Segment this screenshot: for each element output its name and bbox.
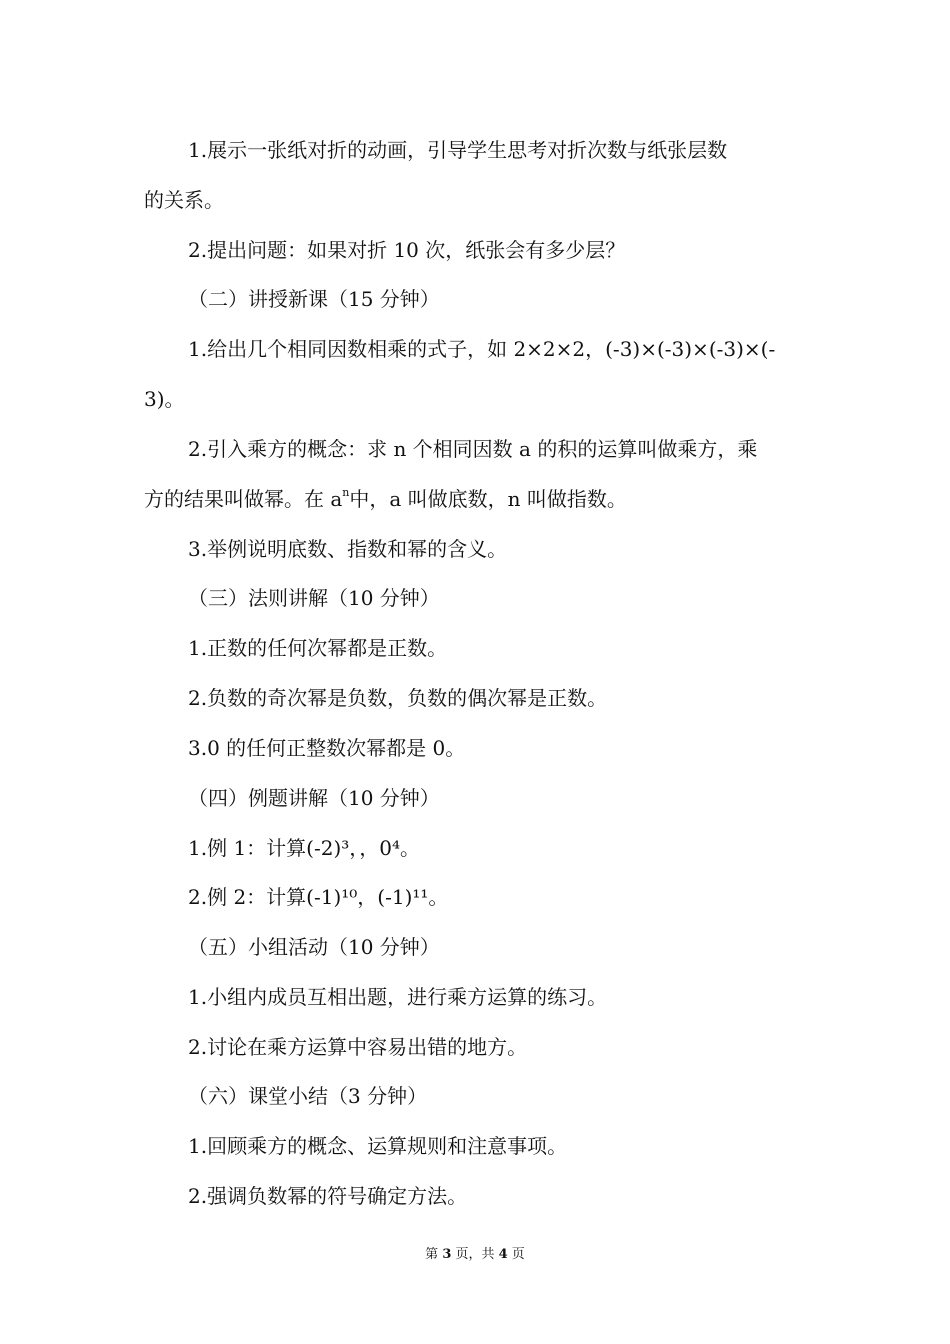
page-number-footer [0,1246,950,1264]
footer-suffix: 页 [507,1247,525,1262]
total-page-count: 4 [498,1247,508,1262]
section-heading: （三）法则讲解（10 分钟） [188,586,440,610]
paragraph: 1.正数的任何次幂都是正数。 [188,636,448,660]
paragraph: 3.举例说明底数、指数和幂的含义。 [188,537,508,561]
text-segment: 中，a 叫做底数，n 叫做指数。 [349,487,627,511]
paragraph: 1.回顾乘方的概念、运算规则和注意事项。 [188,1134,568,1158]
footer-middle: 页，共 [451,1247,499,1262]
superscript: n [342,486,350,500]
footer-prefix: 第 [425,1247,443,1262]
paragraph-line: 1.给出几个相同因数相乘的式子，如 2×2×2，(-3)×(-3)×(-3)×(- [188,337,776,361]
paragraph-line: 1.展示一张纸对折的动画，引导学生思考对折次数与纸张层数 [188,138,728,162]
paragraph: 2.提出问题：如果对折 10 次，纸张会有多少层？ [188,238,626,262]
paragraph-line [144,485,627,513]
paragraph: 1.例 1：计算(-2)³，，0⁴。 [188,836,421,860]
paragraph: 2.讨论在乘方运算中容易出错的地方。 [188,1035,528,1059]
paragraph: 3.0 的任何正整数次幂都是 0。 [188,736,466,760]
paragraph: 2.强调负数幂的符号确定方法。 [188,1184,468,1208]
paragraph: 2.例 2：计算(-1)¹⁰，(-1)¹¹。 [188,885,449,909]
section-heading: （五）小组活动（10 分钟） [188,935,440,959]
paragraph-line: 3)。 [144,387,185,411]
paragraph-line: 2.引入乘方的概念：求 n 个相同因数 a 的积的运算叫做乘方，乘 [188,437,758,461]
text-segment: 方的结果叫做幂。在 a [144,487,343,511]
paragraph-line: 的关系。 [144,188,224,212]
section-heading: （四）例题讲解（10 分钟） [188,786,440,810]
paragraph: 1.小组内成员互相出题，进行乘方运算的练习。 [188,985,608,1009]
paragraph: 2.负数的奇次幂是负数，负数的偶次幂是正数。 [188,686,608,710]
current-page-number: 3 [442,1247,452,1262]
section-heading: （二）讲授新课（15 分钟） [188,287,440,311]
section-heading: （六）课堂小结（3 分钟） [188,1084,428,1108]
